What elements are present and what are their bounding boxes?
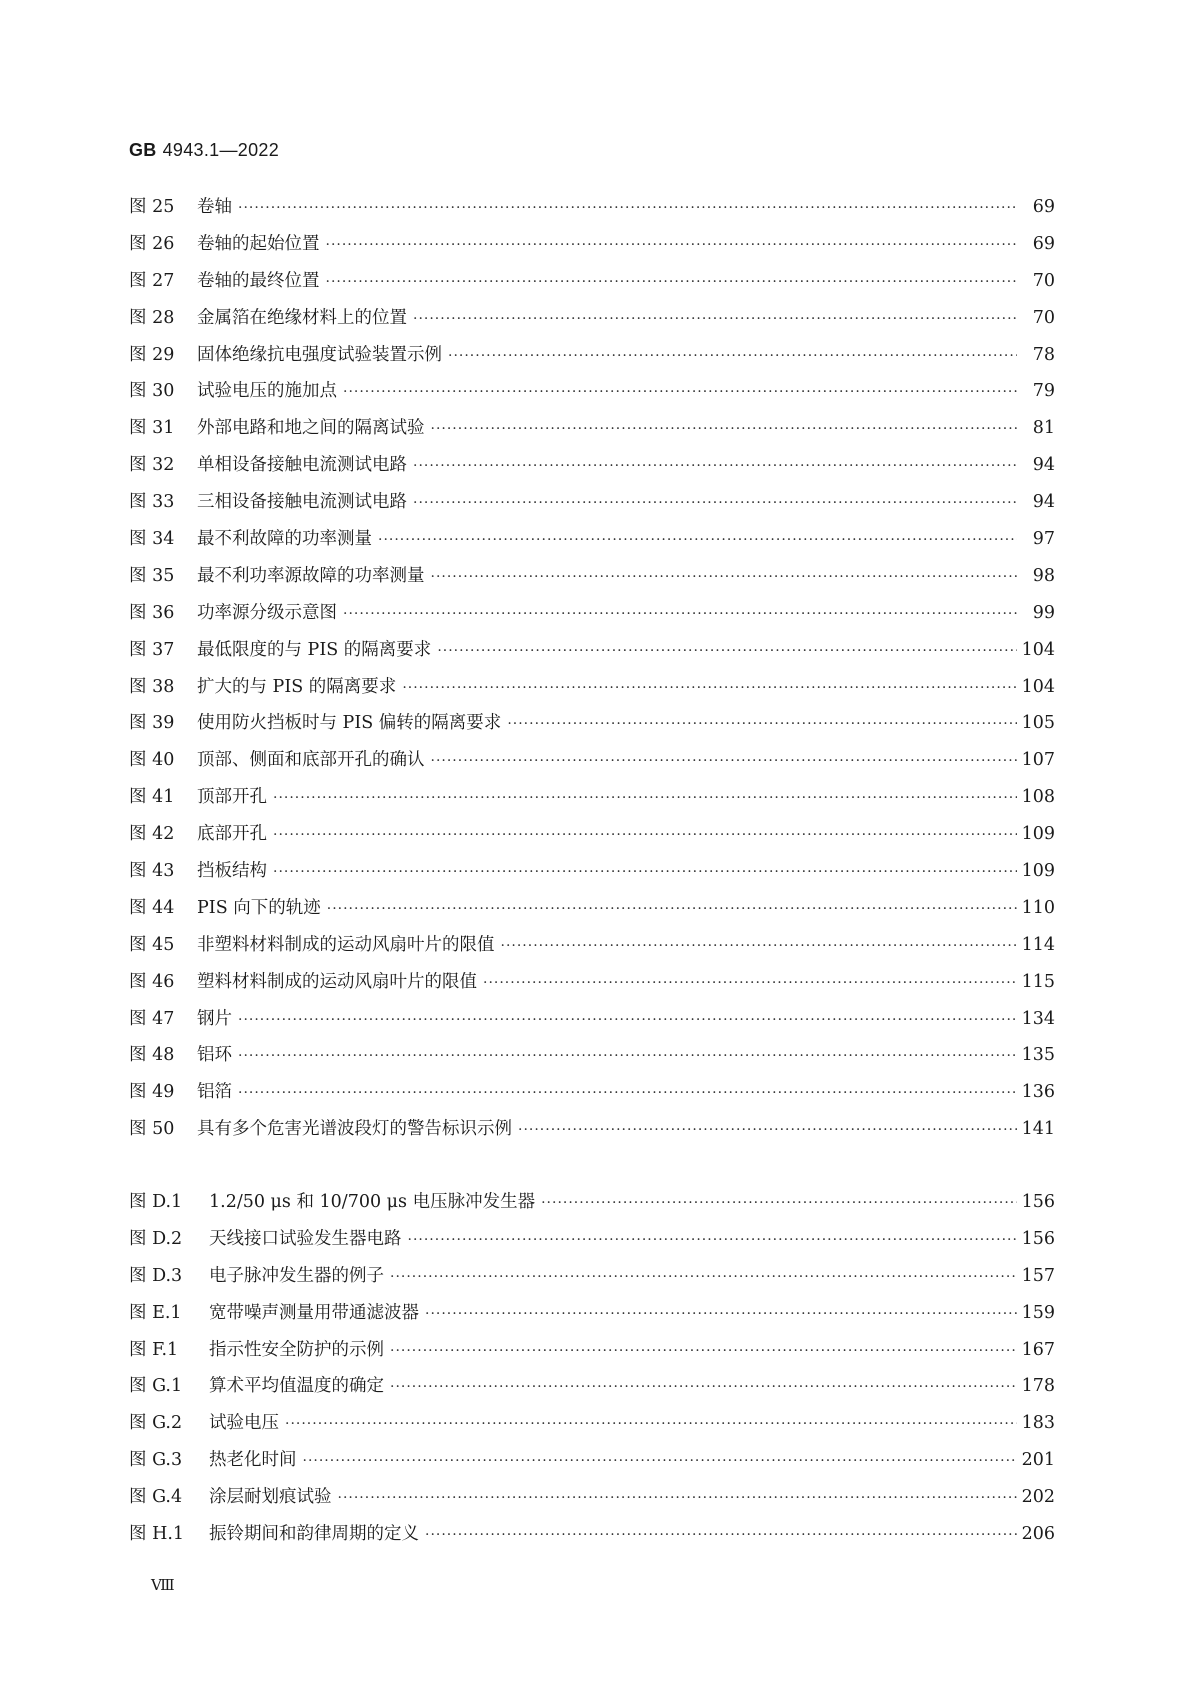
figure-title: 天线接口试验发生器电路 <box>209 1228 402 1249</box>
dot-leader <box>431 421 1018 437</box>
toc-entry[interactable] <box>129 968 1055 1005</box>
dot-leader <box>413 458 1017 474</box>
toc-entry[interactable] <box>129 894 1055 931</box>
figure-label: 图 35 <box>129 565 175 586</box>
page-number: 97 <box>1032 529 1055 550</box>
figure-title: 顶部、侧面和底部开孔的确认 <box>197 750 425 771</box>
figure-label: 图 30 <box>129 381 175 402</box>
page-number: 78 <box>1032 344 1055 365</box>
toc-entry[interactable] <box>129 230 1055 267</box>
figure-title: 扩大的与 PIS 的隔离要求 <box>197 676 397 697</box>
figure-title: 塑料材料制成的运动风扇叶片的限值 <box>197 971 477 992</box>
dot-leader <box>507 716 1017 732</box>
toc-entry[interactable] <box>129 673 1055 710</box>
figure-label: 图 36 <box>129 602 175 623</box>
toc-entry[interactable] <box>129 451 1055 488</box>
toc-entry[interactable] <box>129 857 1055 894</box>
page-number: 110 <box>1021 897 1055 918</box>
toc-entry[interactable] <box>129 414 1055 451</box>
page-number: 134 <box>1021 1008 1055 1029</box>
page-number: 94 <box>1032 492 1055 513</box>
dot-leader <box>483 975 1017 991</box>
dot-leader <box>518 1122 1017 1138</box>
figure-label: 图 39 <box>129 713 175 734</box>
dot-leader <box>343 606 1017 622</box>
page-number: 136 <box>1021 1082 1055 1103</box>
toc-entry[interactable] <box>129 1483 1055 1520</box>
dot-leader <box>431 753 1018 769</box>
figure-title: 卷轴的最终位置 <box>197 270 320 291</box>
page-number: 109 <box>1021 824 1055 845</box>
page-number: 201 <box>1021 1450 1055 1471</box>
toc-entry[interactable] <box>129 599 1055 636</box>
figure-title: 最低限度的与 PIS 的隔离要求 <box>197 639 432 660</box>
figure-title: 金属箔在绝缘材料上的位置 <box>197 307 407 328</box>
figure-title: 试验电压 <box>209 1413 279 1434</box>
figure-title: 最不利故障的功率测量 <box>197 529 372 550</box>
figure-label: 图 27 <box>129 270 175 291</box>
toc-entry[interactable] <box>129 1005 1055 1042</box>
dot-leader <box>402 680 1017 696</box>
dot-leader <box>326 274 1018 290</box>
figure-label: 图 48 <box>129 1045 175 1066</box>
figure-title: 卷轴 <box>197 197 232 217</box>
toc-entry[interactable] <box>129 1262 1055 1299</box>
figure-title: 三相设备接触电流测试电路 <box>197 492 407 513</box>
figure-label: 图 45 <box>129 934 175 955</box>
standard-prefix: GB <box>129 140 157 160</box>
figure-label: 图 D.1 <box>129 1192 183 1212</box>
page-number: 115 <box>1021 971 1055 992</box>
figure-title: 功率源分级示意图 <box>197 602 337 623</box>
dot-leader <box>390 1379 1017 1395</box>
dot-leader <box>238 1048 1017 1064</box>
page-number: 104 <box>1021 639 1055 660</box>
figure-label: 图 37 <box>129 639 175 660</box>
page-number: 183 <box>1021 1413 1055 1434</box>
page-number: 81 <box>1032 418 1055 439</box>
toc-entry[interactable] <box>129 377 1055 414</box>
toc-entry[interactable] <box>129 562 1055 599</box>
dot-leader <box>413 311 1017 327</box>
figure-label: 图 G.1 <box>129 1376 183 1397</box>
figure-label: 图 G.2 <box>129 1413 183 1434</box>
toc-entry[interactable] <box>129 525 1055 562</box>
page-number: 156 <box>1021 1192 1055 1212</box>
page-number: 107 <box>1021 750 1055 771</box>
dot-leader <box>413 495 1017 511</box>
figure-title: 钢片 <box>197 1008 232 1029</box>
dot-leader <box>425 1527 1017 1543</box>
standard-number: 4943.1—2022 <box>162 140 280 160</box>
page-number: 202 <box>1021 1487 1055 1508</box>
dot-leader <box>327 901 1017 917</box>
toc-entry[interactable] <box>129 488 1055 525</box>
page-number: 99 <box>1032 602 1055 623</box>
page-number: 79 <box>1032 381 1055 402</box>
page-number: 94 <box>1032 455 1055 476</box>
figure-title: 顶部开孔 <box>197 787 267 808</box>
dot-leader <box>343 384 1017 400</box>
page-number: 104 <box>1021 676 1055 697</box>
page-number: 141 <box>1021 1119 1055 1140</box>
figure-title: 最不利功率源故障的功率测量 <box>197 565 425 586</box>
page-number: 167 <box>1021 1339 1055 1360</box>
figure-title: 非塑料材料制成的运动风扇叶片的限值 <box>197 934 495 955</box>
toc-entry[interactable] <box>129 1446 1055 1483</box>
figure-title: 外部电路和地之间的隔离试验 <box>197 418 425 439</box>
dot-leader <box>285 1416 1017 1432</box>
figure-title: 固体绝缘抗电强度试验装置示例 <box>197 344 442 365</box>
toc-entry[interactable] <box>129 783 1055 820</box>
figure-title: 振铃期间和韵律周期的定义 <box>209 1524 419 1545</box>
page-number: 109 <box>1021 861 1055 882</box>
figure-label: 图 28 <box>129 307 175 328</box>
figure-title: 涂层耐划痕试验 <box>209 1487 332 1508</box>
figure-list-annex <box>129 1188 1055 1557</box>
page-folio: Ⅷ <box>151 1576 175 1594</box>
dot-leader <box>390 1343 1017 1359</box>
toc-entry[interactable] <box>129 636 1055 673</box>
figure-label: 图 G.4 <box>129 1487 183 1508</box>
dot-leader <box>541 1195 1017 1211</box>
figure-title: 热老化时间 <box>209 1450 297 1471</box>
figure-label: 图 25 <box>129 197 175 217</box>
figure-label: 图 26 <box>129 233 175 254</box>
dot-leader <box>273 864 1017 880</box>
figure-title: 铝环 <box>197 1045 232 1066</box>
dot-leader <box>238 1012 1017 1028</box>
figure-label: 图 33 <box>129 492 175 513</box>
dot-leader <box>303 1453 1018 1469</box>
figure-label: 图 46 <box>129 971 175 992</box>
dot-leader <box>238 1085 1017 1101</box>
toc-entry[interactable] <box>129 709 1055 746</box>
dot-leader <box>501 938 1018 954</box>
figure-label: 图 E.1 <box>129 1302 182 1323</box>
figure-title: 电子脉冲发生器的例子 <box>209 1265 384 1286</box>
toc-entry[interactable] <box>129 267 1055 304</box>
dot-leader <box>390 1269 1017 1285</box>
figure-label: 图 F.1 <box>129 1339 179 1360</box>
toc-entry[interactable] <box>129 1520 1055 1557</box>
figure-title: 具有多个危害光谱波段灯的警告标识示例 <box>197 1119 512 1140</box>
page-number: 108 <box>1021 787 1055 808</box>
figure-label: 图 47 <box>129 1008 175 1029</box>
figure-label: 图 44 <box>129 897 175 918</box>
figure-label: 图 32 <box>129 455 175 476</box>
toc-entry[interactable] <box>129 746 1055 783</box>
dot-leader <box>338 1490 1018 1506</box>
figure-list-main <box>129 193 1055 1152</box>
figure-title: 铝箔 <box>197 1082 232 1103</box>
page-number: 206 <box>1021 1524 1055 1545</box>
toc-entry[interactable] <box>129 1409 1055 1446</box>
figure-title: 底部开孔 <box>197 824 267 845</box>
figure-label: 图 H.1 <box>129 1524 185 1545</box>
toc-entry[interactable] <box>129 1372 1055 1409</box>
toc-entry[interactable] <box>129 1041 1055 1078</box>
figure-label: 图 38 <box>129 676 175 697</box>
toc-entry[interactable] <box>129 1336 1055 1373</box>
dot-leader <box>238 200 1017 216</box>
page-number: 69 <box>1032 233 1055 254</box>
dot-leader <box>437 643 1017 659</box>
figure-title: 1.2/50 μs 和 10/700 μs 电压脉冲发生器 <box>209 1192 536 1212</box>
figure-label: 图 42 <box>129 824 175 845</box>
page-number: 159 <box>1021 1302 1055 1323</box>
figure-label: 图 D.3 <box>129 1265 183 1286</box>
page-number: 157 <box>1021 1265 1055 1286</box>
dot-leader <box>408 1232 1018 1248</box>
figure-title: 使用防火挡板时与 PIS 偏转的隔离要求 <box>197 713 502 734</box>
toc-entry[interactable] <box>129 1078 1055 1115</box>
figure-label: 图 29 <box>129 344 175 365</box>
figure-label: 图 41 <box>129 787 175 808</box>
figure-label: 图 50 <box>129 1119 175 1140</box>
figure-label: 图 31 <box>129 418 175 439</box>
figure-label: 图 40 <box>129 750 175 771</box>
dot-leader <box>378 532 1017 548</box>
figure-title: 挡板结构 <box>197 861 267 882</box>
figure-title: 卷轴的起始位置 <box>197 233 320 254</box>
figure-title: PIS 向下的轨迹 <box>197 897 321 918</box>
dot-leader <box>431 569 1018 585</box>
page-number: 105 <box>1021 713 1055 734</box>
page-number: 70 <box>1032 270 1055 291</box>
page-number: 114 <box>1021 934 1055 955</box>
page-number: 69 <box>1032 197 1055 217</box>
toc-entry[interactable] <box>129 1299 1055 1336</box>
toc-entry[interactable] <box>129 341 1055 378</box>
figure-title: 单相设备接触电流测试电路 <box>197 455 407 476</box>
dot-leader <box>448 348 1017 364</box>
toc-entry[interactable] <box>129 1188 1055 1225</box>
toc-entry[interactable] <box>129 304 1055 341</box>
page-number: 178 <box>1021 1376 1055 1397</box>
dot-leader <box>273 790 1017 806</box>
page-number: 98 <box>1032 565 1055 586</box>
toc-entry[interactable] <box>129 1225 1055 1262</box>
page-number: 135 <box>1021 1045 1055 1066</box>
figure-label: 图 49 <box>129 1082 175 1103</box>
dot-leader <box>326 237 1018 253</box>
figure-label: 图 43 <box>129 861 175 882</box>
toc-entry[interactable] <box>129 820 1055 857</box>
document-header <box>129 140 279 161</box>
figure-label: 图 G.3 <box>129 1450 183 1471</box>
figure-title: 指示性安全防护的示例 <box>209 1339 384 1360</box>
dot-leader <box>425 1306 1017 1322</box>
toc-entry[interactable] <box>129 1115 1055 1152</box>
dot-leader <box>273 827 1017 843</box>
figure-label: 图 34 <box>129 529 175 550</box>
page-number: 70 <box>1032 307 1055 328</box>
toc-entry[interactable] <box>129 193 1055 230</box>
toc-entry[interactable] <box>129 931 1055 968</box>
figure-title: 算术平均值温度的确定 <box>209 1376 384 1397</box>
figure-title: 宽带噪声测量用带通滤波器 <box>209 1302 419 1323</box>
figure-title: 试验电压的施加点 <box>197 381 337 402</box>
figure-label: 图 D.2 <box>129 1228 183 1249</box>
page-number: 156 <box>1021 1228 1055 1249</box>
